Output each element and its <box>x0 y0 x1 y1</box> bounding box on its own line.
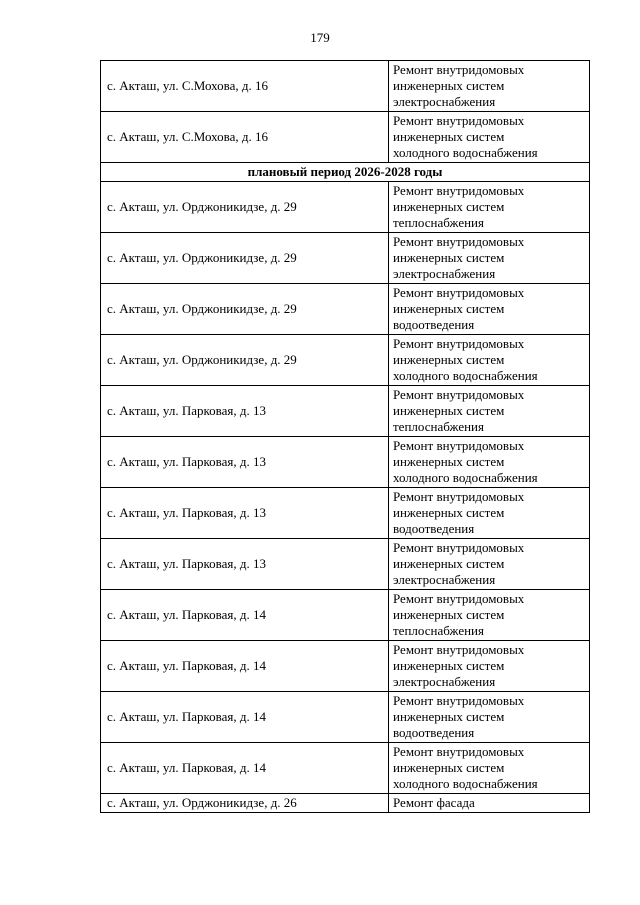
address-cell: с. Акташ, ул. Парковая, д. 13 <box>101 386 389 437</box>
table-row <box>101 641 590 692</box>
work-line: электроснабжения <box>393 674 496 689</box>
work-cell <box>389 233 590 284</box>
address-cell: с. Акташ, ул. С.Мохова, д. 16 <box>101 61 389 112</box>
work-cell <box>389 182 590 233</box>
work-line: инженерных систем <box>393 352 505 367</box>
address-cell: с. Акташ, ул. Орджоникидзе, д. 29 <box>101 182 389 233</box>
work-cell <box>389 743 590 794</box>
work-line: инженерных систем <box>393 556 505 571</box>
table-row <box>101 794 590 813</box>
work-line: Ремонт внутридомовых <box>393 693 525 708</box>
work-line: холодного водоснабжения <box>393 145 538 160</box>
work-line: инженерных систем <box>393 454 505 469</box>
table-row <box>101 284 590 335</box>
work-line: теплоснабжения <box>393 419 484 434</box>
table-row <box>101 335 590 386</box>
work-line: Ремонт внутридомовых <box>393 183 525 198</box>
address-cell: с. Акташ, ул. Парковая, д. 14 <box>101 641 389 692</box>
address-cell: с. Акташ, ул. С.Мохова, д. 16 <box>101 112 389 163</box>
work-cell <box>389 335 590 386</box>
work-line: электроснабжения <box>393 94 496 109</box>
work-cell <box>389 641 590 692</box>
work-line: водоотведения <box>393 725 475 740</box>
work-line: Ремонт внутридомовых <box>393 387 525 402</box>
address-cell: с. Акташ, ул. Парковая, д. 13 <box>101 539 389 590</box>
table-body-after <box>101 182 590 813</box>
work-line: Ремонт фасада <box>393 795 475 810</box>
work-line: теплоснабжения <box>393 215 484 230</box>
table-row <box>101 488 590 539</box>
work-line: Ремонт внутридомовых <box>393 234 525 249</box>
work-line: инженерных систем <box>393 760 505 775</box>
table-row <box>101 437 590 488</box>
work-line: Ремонт внутридомовых <box>393 540 525 555</box>
table-row <box>101 386 590 437</box>
address-cell: с. Акташ, ул. Парковая, д. 14 <box>101 692 389 743</box>
work-cell <box>389 539 590 590</box>
work-line: Ремонт внутридомовых <box>393 489 525 504</box>
work-line: инженерных систем <box>393 505 505 520</box>
work-line: теплоснабжения <box>393 623 484 638</box>
work-line: электроснабжения <box>393 266 496 281</box>
section-header: плановый период 2026-2028 годы <box>101 163 590 182</box>
table-row <box>101 539 590 590</box>
work-cell <box>389 386 590 437</box>
work-line: инженерных систем <box>393 607 505 622</box>
address-cell: с. Акташ, ул. Орджоникидзе, д. 29 <box>101 233 389 284</box>
table-row <box>101 743 590 794</box>
work-line: инженерных систем <box>393 250 505 265</box>
work-line: Ремонт внутридомовых <box>393 744 525 759</box>
work-line: инженерных систем <box>393 129 505 144</box>
table-section <box>101 163 590 182</box>
work-line: инженерных систем <box>393 199 505 214</box>
work-cell <box>389 692 590 743</box>
work-line: инженерных систем <box>393 403 505 418</box>
work-cell <box>389 437 590 488</box>
work-cell <box>389 284 590 335</box>
work-line: водоотведения <box>393 521 475 536</box>
address-cell: с. Акташ, ул. Орджоникидзе, д. 29 <box>101 284 389 335</box>
table-row <box>101 112 590 163</box>
address-cell: с. Акташ, ул. Парковая, д. 14 <box>101 743 389 794</box>
work-line: Ремонт внутридомовых <box>393 113 525 128</box>
work-line: Ремонт внутридомовых <box>393 62 525 77</box>
works-table <box>100 60 590 813</box>
work-line: Ремонт внутридомовых <box>393 285 525 300</box>
work-line: инженерных систем <box>393 658 505 673</box>
work-line: Ремонт внутридомовых <box>393 642 525 657</box>
section-row <box>101 163 590 182</box>
work-line: холодного водоснабжения <box>393 776 538 791</box>
work-line: Ремонт внутридомовых <box>393 438 525 453</box>
work-cell <box>389 112 590 163</box>
address-cell: с. Акташ, ул. Парковая, д. 14 <box>101 590 389 641</box>
work-line: инженерных систем <box>393 301 505 316</box>
table-body-before <box>101 61 590 163</box>
page-number: 179 <box>310 30 330 45</box>
work-line: инженерных систем <box>393 709 505 724</box>
work-cell <box>389 61 590 112</box>
table-row <box>101 61 590 112</box>
work-line: Ремонт внутридомовых <box>393 336 525 351</box>
work-line: водоотведения <box>393 317 475 332</box>
address-cell: с. Акташ, ул. Орджоникидзе, д. 29 <box>101 335 389 386</box>
address-cell: с. Акташ, ул. Орджоникидзе, д. 26 <box>101 794 389 813</box>
work-cell <box>389 590 590 641</box>
work-line: холодного водоснабжения <box>393 368 538 383</box>
table-row <box>101 182 590 233</box>
table-row <box>101 692 590 743</box>
work-line: холодного водоснабжения <box>393 470 538 485</box>
address-cell: с. Акташ, ул. Парковая, д. 13 <box>101 437 389 488</box>
work-line: Ремонт внутридомовых <box>393 591 525 606</box>
table-row <box>101 233 590 284</box>
work-line: электроснабжения <box>393 572 496 587</box>
work-cell <box>389 488 590 539</box>
address-cell: с. Акташ, ул. Парковая, д. 13 <box>101 488 389 539</box>
work-cell <box>389 794 590 813</box>
table-row <box>101 590 590 641</box>
work-line: инженерных систем <box>393 78 505 93</box>
